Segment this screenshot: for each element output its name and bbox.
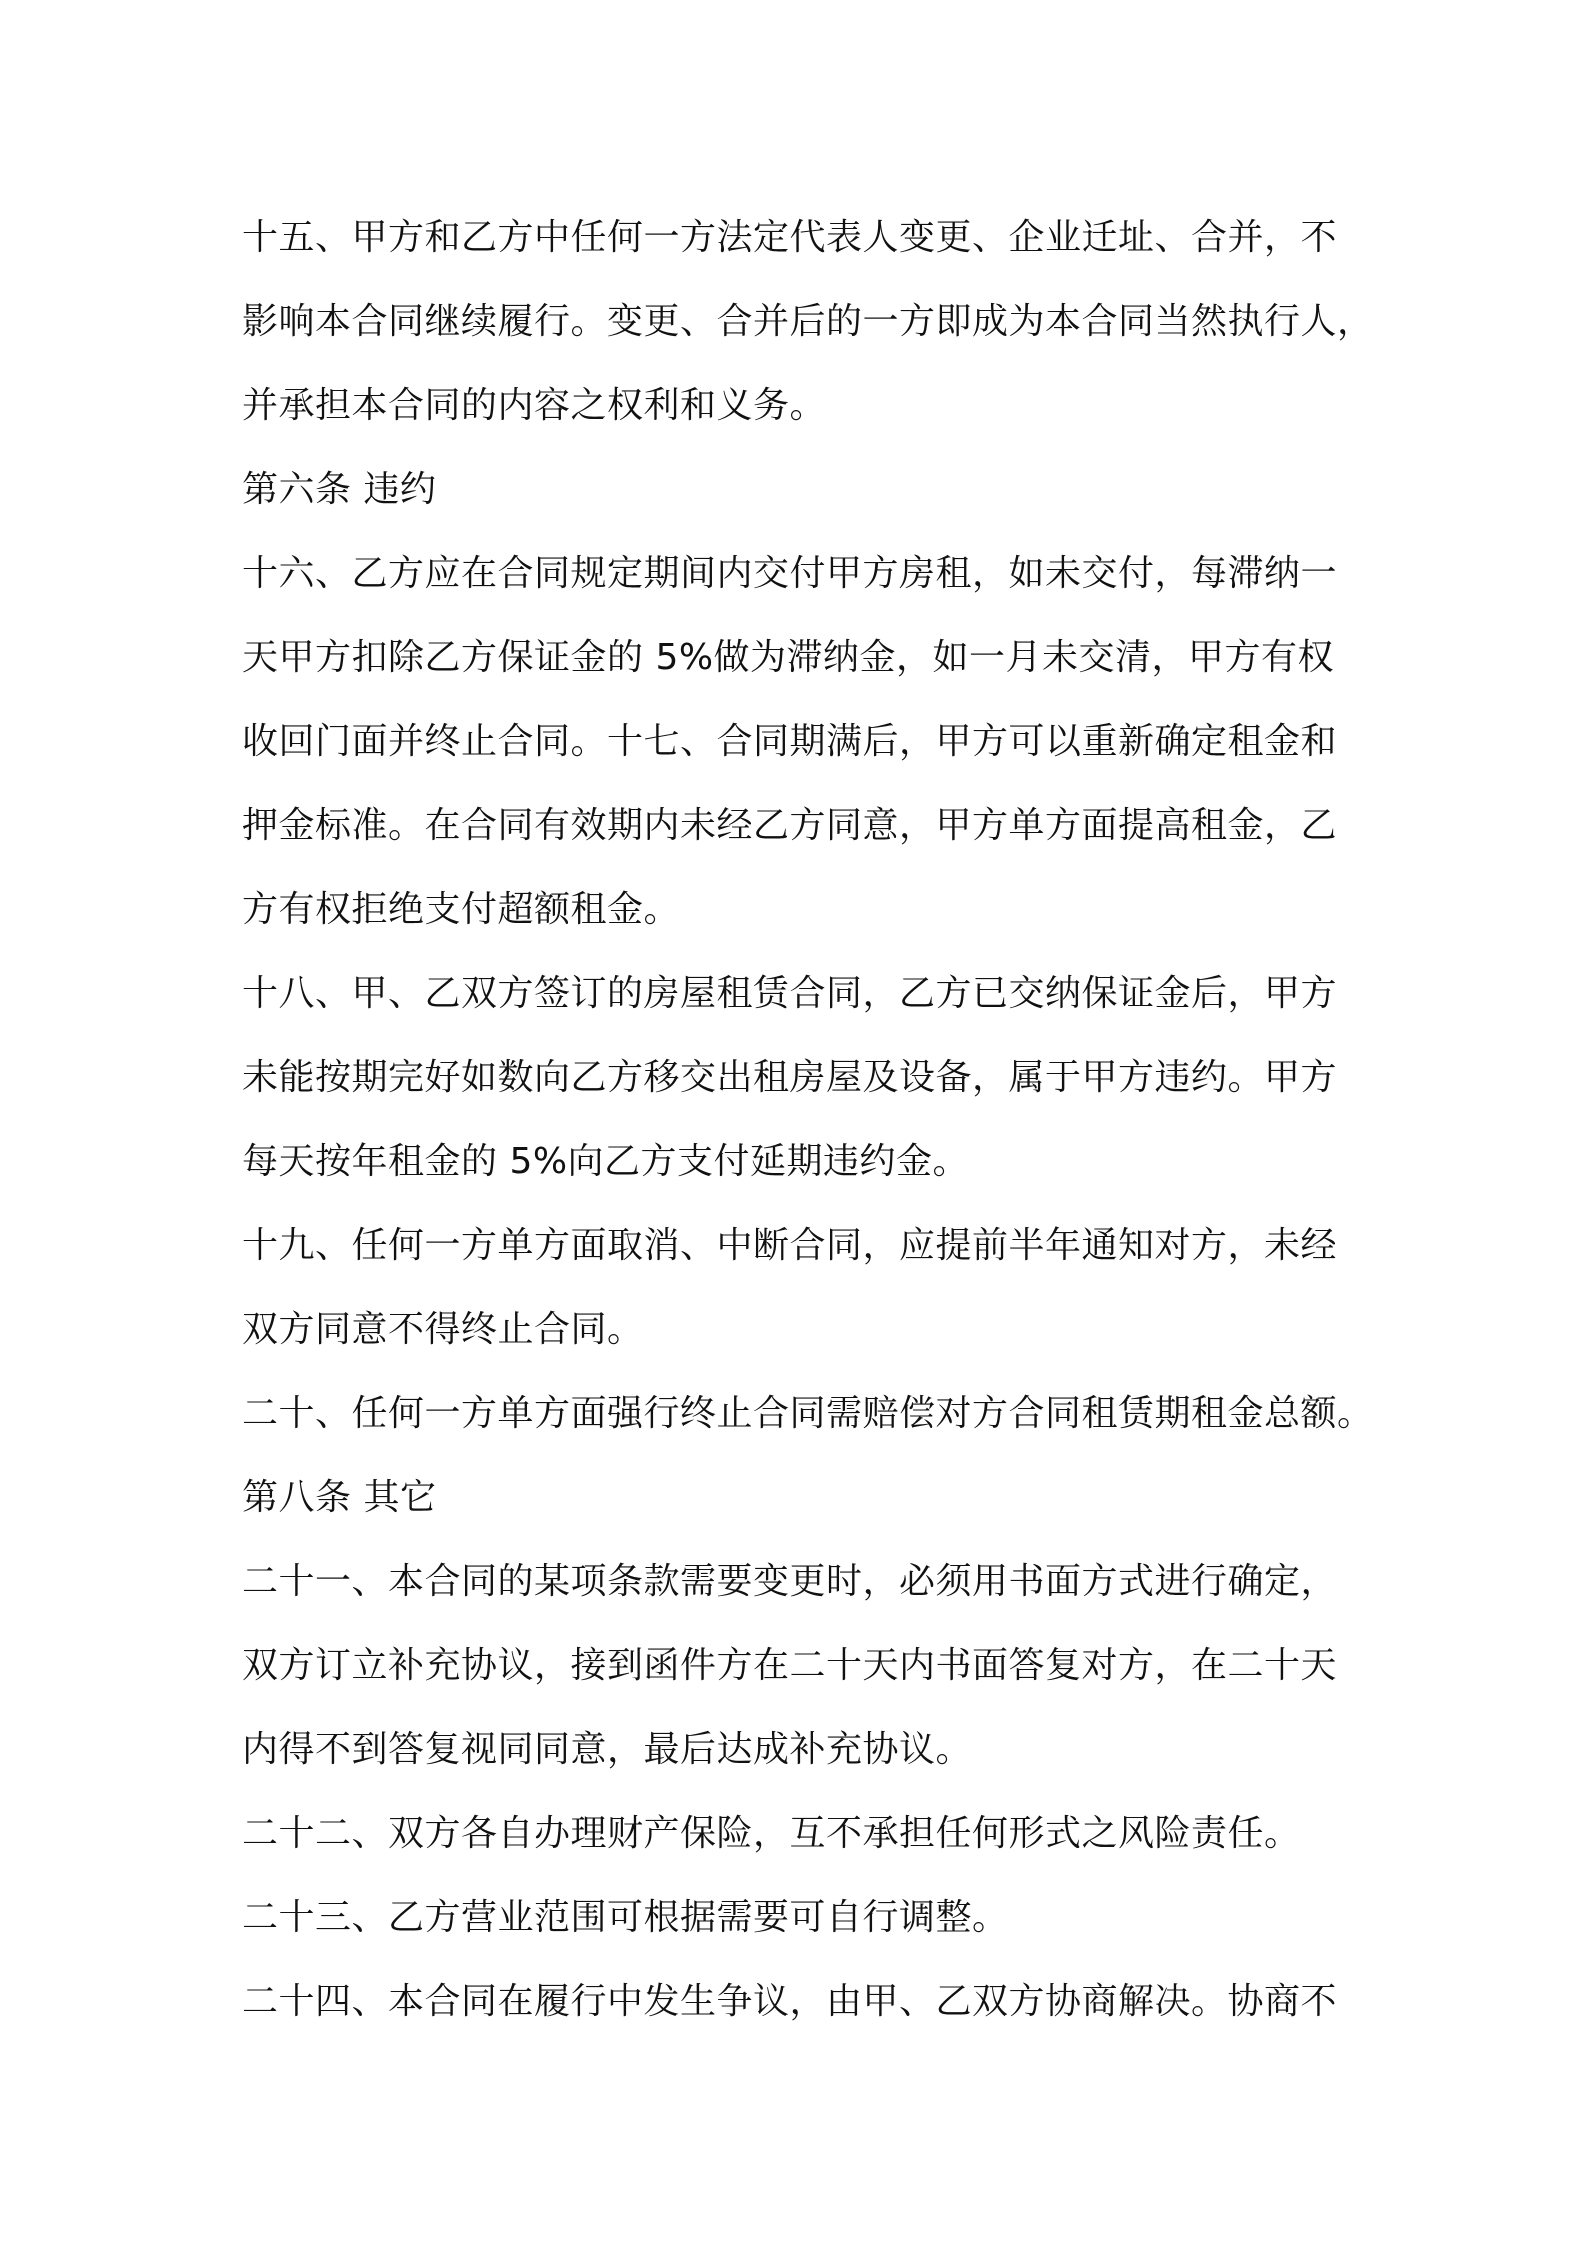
text-line: 十九、任何一方单方面取消、中断合同，应提前半年通知对方，未经 <box>242 1225 1338 1266</box>
text-line: 并承担本合同的内容之权利和义务。 <box>242 385 827 426</box>
text-line: 二十二、双方各自办理财产保险，互不承担任何形式之风险责任。 <box>242 1813 1301 1854</box>
text-line: 十八、甲、乙双方签订的房屋租赁合同，乙方已交纳保证金后，甲方 <box>242 973 1338 1014</box>
text-line: 影响本合同继续履行。变更、合并后的一方即成为本合同当然执行人， <box>242 301 1374 342</box>
text-line: 二十三、乙方营业范围可根据需要可自行调整。 <box>242 1897 1009 1938</box>
section-heading: 第六条 违约 <box>242 469 437 510</box>
text-line: 十五、甲方和乙方中任何一方法定代表人变更、企业迁址、合并，不 <box>242 217 1338 258</box>
section-heading: 第八条 其它 <box>242 1477 437 1518</box>
contract-text <box>242 196 1374 2044</box>
text-line: 二十一、本合同的某项条款需要变更时，必须用书面方式进行确定， <box>242 1561 1338 1602</box>
text-line: 每天按年租金的 5%向乙方支付延期违约金。 <box>242 1141 970 1182</box>
text-line: 押金标准。在合同有效期内未经乙方同意，甲方单方面提高租金，乙 <box>242 805 1338 846</box>
text-line: 未能按期完好如数向乙方移交出租房屋及设备，属于甲方违约。甲方 <box>242 1057 1338 1098</box>
text-line: 收回门面并终止合同。十七、合同期满后，甲方可以重新确定租金和 <box>242 721 1338 762</box>
text-line: 双方同意不得终止合同。 <box>242 1309 644 1350</box>
text-line: 内得不到答复视同同意，最后达成补充协议。 <box>242 1729 973 1770</box>
text-line: 方有权拒绝支付超额租金。 <box>242 889 681 930</box>
text-line: 双方订立补充协议，接到函件方在二十天内书面答复对方，在二十天 <box>242 1645 1338 1686</box>
text-line: 天甲方扣除乙方保证金的 5%做为滞纳金，如一月未交清，甲方有权 <box>242 637 1335 678</box>
text-line: 二十、任何一方单方面强行终止合同需赔偿对方合同租赁期租金总额。 <box>242 1393 1374 1434</box>
text-line: 十六、乙方应在合同规定期间内交付甲方房租，如未交付，每滞纳一 <box>242 553 1338 594</box>
text-line: 二十四、本合同在履行中发生争议，由甲、乙双方协商解决。协商不 <box>242 1981 1338 2022</box>
